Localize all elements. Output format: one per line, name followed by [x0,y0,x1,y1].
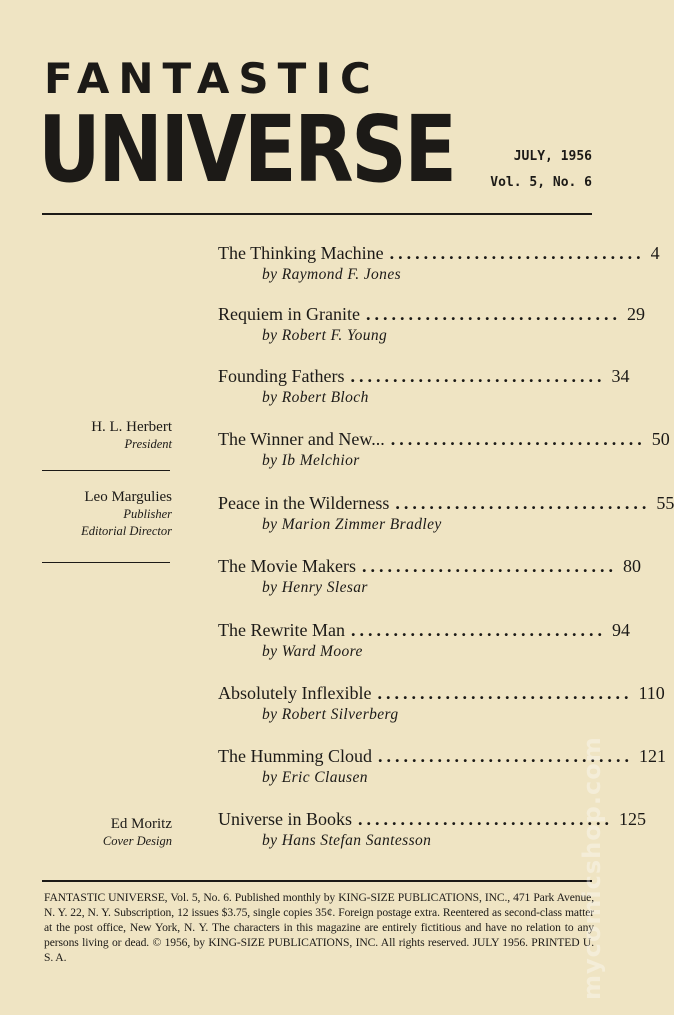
toc-title: The Humming Cloud [218,746,372,766]
toc-item: The Movie Makers .............................. 80 by Henry Slesar [218,556,641,596]
toc-page: 110 [638,683,665,703]
toc-title: The Movie Makers [218,556,356,576]
staff-divider [42,470,170,471]
toc-item: Universe in Books .............................. 125 by Hans Stefan Santesson [218,809,646,849]
watermark: mycomicshop.com [578,736,606,1000]
toc-title: The Winner and New... [218,429,385,449]
toc-author: by Robert F. Young [262,327,388,344]
toc-author: by Robert Bloch [262,389,369,406]
issue-date: JULY, 1956 [513,149,592,164]
toc-page: 50 [651,429,670,449]
toc-page: 121 [639,746,666,766]
issue-volume: Vol. 5, No. 6 [490,175,592,190]
toc-item: Absolutely Inflexible .............................. 110 by Robert Silverberg [218,683,665,723]
staff-role: Publisher [123,507,172,521]
masthead-top: FANTASTIC [44,54,380,103]
toc-page: 29 [626,304,645,324]
staff-entry [40,815,172,850]
staff-role: Cover Design [102,834,172,848]
toc-item: Peace in the Wilderness .............................. 55 by Marion Zimmer Bradley [218,493,674,533]
staff-role: President [124,437,172,451]
toc-author: by Marion Zimmer Bradley [262,516,442,533]
toc-item: The Humming Cloud .............................. 121 by Eric Clausen [218,746,666,786]
toc-title: Requiem in Granite [218,304,360,324]
toc-item: Requiem in Granite .............................. 29 by Robert F. Young [218,304,645,344]
toc-item: The Thinking Machine .............................. 4 by Raymond F. Jones [218,243,660,283]
toc-page: 34 [611,366,630,386]
staff-name: Ed Moritz [110,816,172,832]
toc-author: by Ib Melchior [262,452,360,469]
toc-item: The Winner and New... .............................. 50 by Ib Melchior [218,429,670,469]
masthead-rule [42,213,592,215]
publication-notice: FANTASTIC UNIVERSE, Vol. 5, No. 6. Published monthly by KING-SIZE PUBLICATIONS, INC., 471 Park Avenue, N. Y. 22, N. Y. Subscription, 12 issues $3.75, single copies 35¢. Foreign postage extra. Reentered as second-class matter at the post office, New York, N. Y. The characters in this magazine are entirely fictitious and have no relation to any persons living or dead. © 1956, by KING-SIZE PUBLICATIONS, INC. All rights reserved. JULY 1956. PRINTED U. S. A. [44,891,594,964]
staff-role: Editorial Director [81,524,172,538]
staff-entry [40,488,172,540]
toc-page: 55 [656,493,674,513]
toc-author: by Ward Moore [262,643,363,660]
toc-title: Absolutely Inflexible [218,683,372,703]
toc-title: Founding Fathers [218,366,345,386]
toc-item: The Rewrite Man .............................. 94 by Ward Moore [218,620,630,660]
toc-page: 80 [622,556,641,576]
staff-entry [40,418,172,453]
toc-author: by Robert Silverberg [262,706,399,723]
toc-author: by Hans Stefan Santesson [262,832,432,849]
staff-divider [42,562,170,563]
toc-author: by Henry Slesar [262,579,368,596]
staff-name: H. L. Herbert [91,419,172,435]
toc-author: by Eric Clausen [262,769,368,786]
toc-page: 125 [619,809,646,829]
toc-title: The Rewrite Man [218,620,345,640]
toc-title: The Thinking Machine [218,243,384,263]
toc-title: Peace in the Wilderness [218,493,390,513]
staff-name: Leo Margulies [84,489,172,505]
toc-page: 4 [650,243,660,263]
masthead-title: UNIVERSE [38,96,455,203]
toc-item: Founding Fathers .............................. 34 by Robert Bloch [218,366,630,406]
footer-rule [42,880,592,882]
toc-page: 94 [611,620,630,640]
toc-title: Universe in Books [218,809,352,829]
toc-author: by Raymond F. Jones [262,266,402,283]
